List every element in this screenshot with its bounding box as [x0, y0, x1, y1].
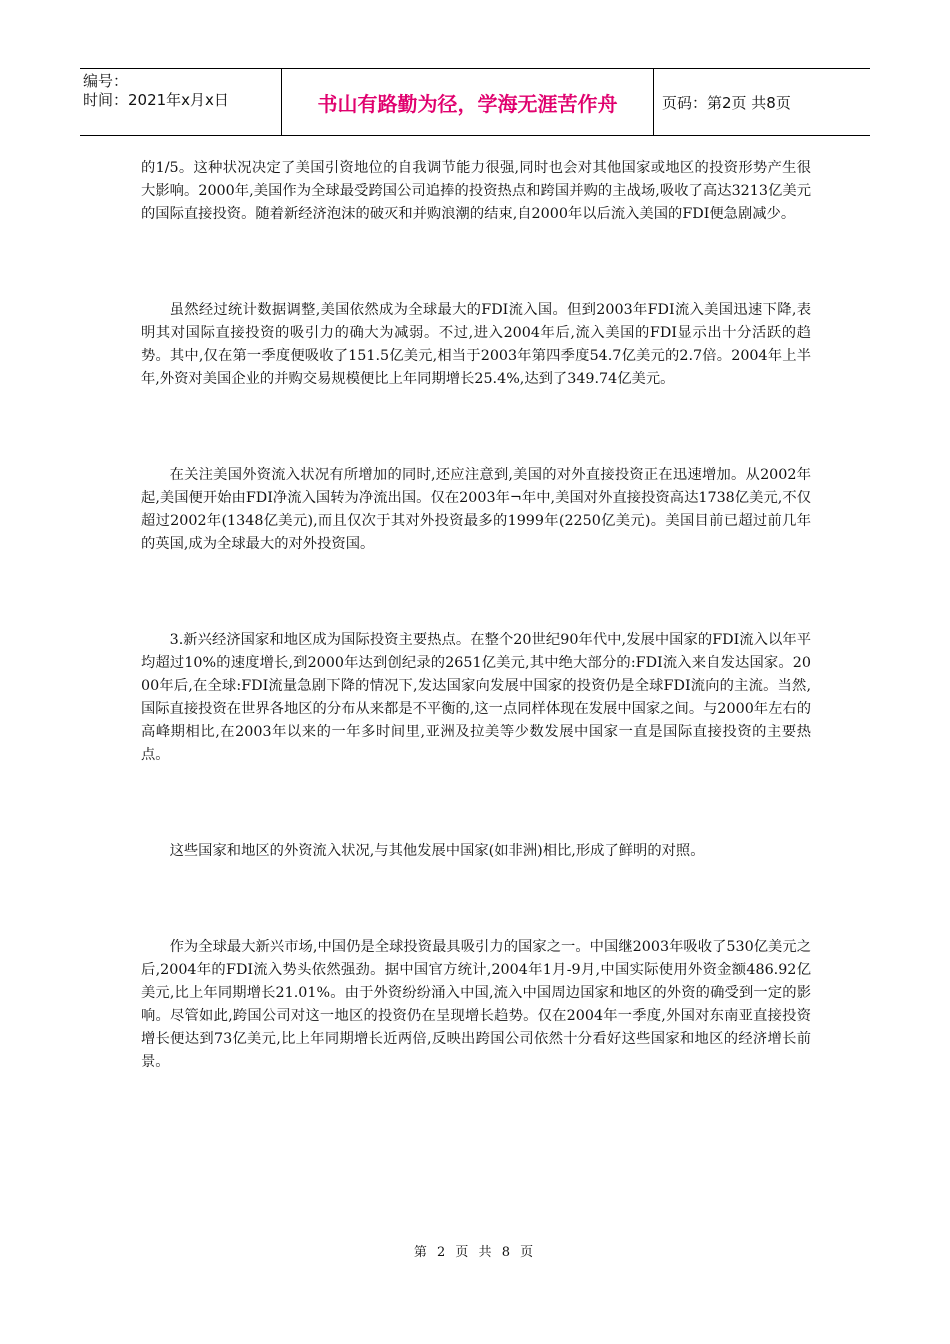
paragraph-1: 的1/5。这种状况决定了美国引资地位的自我调节能力很强,同时也会对其他国家或地区的投资形势产生很大影响。2000年,美国作为全球最受跨国公司追捧的投资热点和跨国并购的主战场,吸收了高达3213亿美元的国际直接投资。随着新经济泡沫的破灭和并购浪潮的结束,自2000年以后流入美国的FDI便急剧减少。	[141, 160, 811, 222]
paragraph-3: 在关注美国外资流入状况有所增加的同时,还应注意到,美国的对外直接投资正在迅速增加。从2002年起,美国便开始由FDI净流入国转为净流出国。仅在2003年¬年中,美国对外直接投资高达1738亿美元,不仅超过2002年(1348亿美元),而且仅次于其对外投资最多的1999年(2250亿美元)。美国目前已超过前几年的英国,成为全球最大的对外投资国。	[141, 467, 811, 552]
header-meta	[80, 69, 282, 135]
paragraph-6: 作为全球最大新兴市场,中国仍是全球投资最具吸引力的国家之一。中国继2003年吸收了530亿美元之后,2004年的FDI流入势头依然强劲。据中国官方统计,2004年1月-9月,中国实际使用外资金额486.92亿美元,比上年同期增长21.01%。由于外资纷纷涌入中国,流入中国周边国家和地区的外资的确受到一定的影响。尽管如此,跨国公司对这一地区的投资仍在呈现增长趋势。仅在2004年一季度,外国对东南亚直接投资增长便达到73亿美元,比上年同期增长近两倍,反映出跨国公司依然十分看好这些国家和地区的经济增长前景。	[141, 939, 811, 1070]
document-body	[141, 157, 811, 1074]
header-page-info: 页码：第2页 共8页	[662, 93, 791, 112]
document-number-label: 编号：	[83, 72, 129, 90]
header-motto: 书山有路勤为径，学海无涯苦作舟	[282, 69, 654, 135]
page-footer: 第 2 页 共 8 页	[413, 1245, 537, 1260]
document-time-label: 时间：2021年x月x日	[83, 91, 229, 109]
paragraph-2: 虽然经过统计数据调整,美国依然成为全球最大的FDI流入国。但到2003年FDI流入美国迅速下降,表明其对国际直接投资的吸引力的确大为减弱。不过,进入2004年后,流入美国的FDI显示出十分活跃的趋势。其中,仅在第一季度便吸收了151.5亿美元,相当于2003年第四季度54.7亿美元的2.7倍。2004年上半年,外资对美国企业的并购交易规模便比上年同期增长25.4%,达到了349.74亿美元。	[141, 302, 811, 387]
paragraph-5: 这些国家和地区的外资流入状况,与其他发展中国家(如非洲)相比,形成了鲜明的对照。	[169, 843, 705, 859]
page-header	[80, 68, 870, 136]
paragraph-4: 3.新兴经济国家和地区成为国际投资主要热点。在整个20世纪90年代中,发展中国家的FDI流入以年平均超过10%的速度增长,到2000年达到创纪录的2651亿美元,其中绝大部分的:FDI流入来自发达国家。2000年后,在全球:FDI流量急剧下降的情况下,发达国家向发展中国家的投资仍是全球FDI流向的主流。当然,国际直接投资在世界各地区的分布从来都是不平衡的,这一点同样体现在发展中国家之间。与2000年左右的高峰期相比,在2003年以来的一年多时间里,亚洲及拉美等少数发展中国家一直是国际直接投资的主要热点。	[141, 632, 811, 763]
